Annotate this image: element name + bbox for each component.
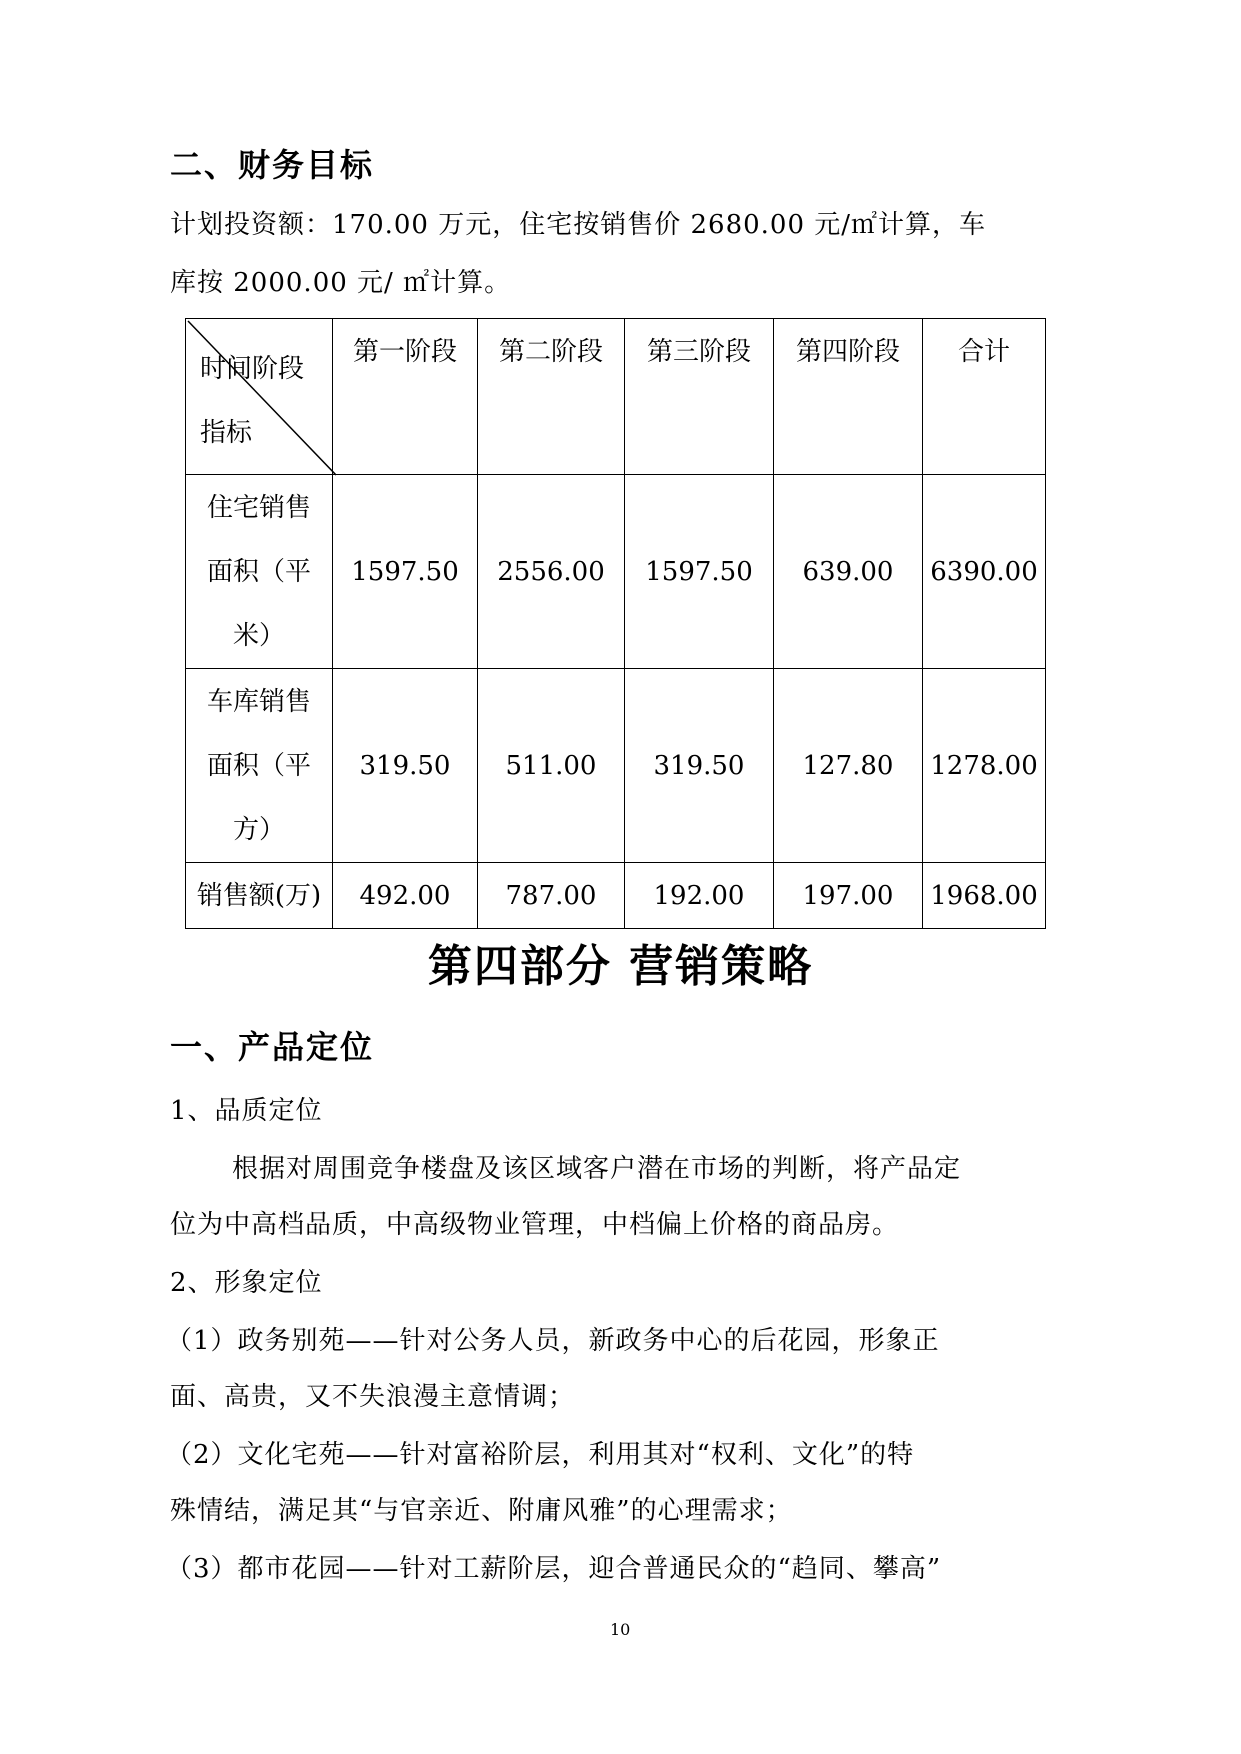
table-cell: 197.00	[774, 863, 923, 929]
table-cell: 6390.00	[923, 475, 1046, 669]
sales-target-table	[185, 318, 1046, 929]
table-cell: 1968.00	[923, 863, 1046, 929]
table-corner-cell	[186, 319, 333, 475]
row-label-line: 面积（平	[206, 556, 311, 587]
row-label-line: 方）	[232, 814, 285, 845]
row-label-line: 车库销售	[206, 686, 311, 717]
table-cell: 787.00	[478, 863, 625, 929]
table-row	[186, 669, 1046, 863]
product-heading: 一、产品定位	[170, 1028, 375, 1066]
item1-line-1: 根据对周围竞争楼盘及该区域客户潜在市场的判断，将产品定	[232, 1154, 962, 1184]
table-cell: 639.00	[774, 475, 923, 669]
row-label-line: 米）	[232, 620, 285, 651]
table-cell: 2556.00	[478, 475, 625, 669]
part-title: 第四部分 营销策略	[427, 941, 814, 992]
table-header-stage-3: 第三阶段	[625, 319, 774, 475]
image-positioning-2-line-2: 殊情结，满足其“与官亲近、附庸风雅”的心理需求；	[170, 1496, 793, 1526]
row-label-line: 住宅销售	[206, 492, 311, 523]
table-row	[186, 863, 1046, 929]
table-cell: 1278.00	[923, 669, 1046, 863]
corner-label-index: 指标	[200, 418, 253, 448]
row-label-sales-amount: 销售额(万)	[186, 863, 333, 929]
table-cell: 1597.50	[625, 475, 774, 669]
table-cell: 511.00	[478, 669, 625, 863]
image-positioning-1-line-2: 面、高贵，又不失浪漫主意情调；	[170, 1382, 576, 1412]
table-cell: 192.00	[625, 863, 774, 929]
table-header-stage-4: 第四阶段	[774, 319, 923, 475]
image-positioning-1-line-1: （1）政务别苑——针对公务人员，新政务中心的后花园，形象正	[166, 1326, 940, 1356]
item2-title: 2、形象定位	[170, 1268, 323, 1298]
table-cell: 492.00	[333, 863, 478, 929]
item1-line-2: 位为中高档品质，中高级物业管理，中档偏上价格的商品房。	[170, 1210, 900, 1240]
item1-title: 1、品质定位	[170, 1096, 323, 1126]
row-label-line: 面积（平	[206, 750, 311, 781]
row-label-garage	[186, 669, 333, 863]
table-header-total: 合计	[923, 319, 1046, 475]
page-number: 10	[610, 1620, 631, 1639]
image-positioning-2-line-1: （2）文化宅苑——针对富裕阶层，利用其对“权利、文化”的特	[166, 1440, 915, 1470]
table-header-stage-2: 第二阶段	[478, 319, 625, 475]
table-row	[186, 475, 1046, 669]
finance-heading: 二、财务目标	[170, 146, 375, 184]
corner-label-time: 时间阶段	[200, 354, 305, 384]
table-cell: 319.50	[333, 669, 478, 863]
finance-text-line-1: 计划投资额：170.00 万元，住宅按销售价 2680.00 元/㎡计算，车	[170, 210, 987, 240]
finance-text-line-2: 库按 2000.00 元/ ㎡计算。	[170, 268, 512, 298]
image-positioning-3-line-1: （3）都市花园——针对工薪阶层，迎合普通民众的“趋同、攀高”	[166, 1554, 942, 1584]
table-cell: 1597.50	[333, 475, 478, 669]
table-cell: 319.50	[625, 669, 774, 863]
table-cell: 127.80	[774, 669, 923, 863]
table-header-stage-1: 第一阶段	[333, 319, 478, 475]
row-label-residential	[186, 475, 333, 669]
